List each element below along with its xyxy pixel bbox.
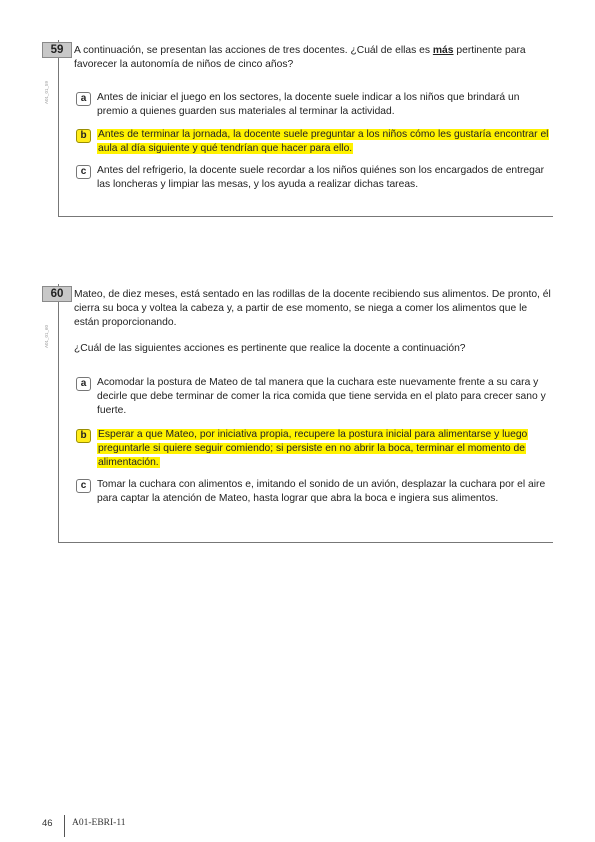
option-text: Antes del refrigerio, la docente suele recordar a los niños quiénes son los encargados de entregar las loncheras y limpiar las mesas, y los ayuda a realizar dichas tareas.	[97, 165, 545, 190]
question-code: A01_01_59	[44, 80, 49, 104]
footer-divider	[64, 815, 65, 837]
question-59	[44, 40, 553, 217]
stem-prompt: ¿Cuál de las siguientes acciones es pertinente que realice la docente a continuación?	[74, 343, 466, 354]
question-60	[44, 284, 553, 543]
option-text: Acomodar la postura de Mateo de tal manera que la cuchara este nuevamente frente a su cara y decirle que debe terminar de comer la rica comida que tiene servida en el plato para crecer sano y fuerte.	[97, 377, 546, 416]
option-text: Tomar la cuchara con alimentos e, imitando el sonido de un avión, desplazar la cuchara por el aire para captar la atención de Mateo, hasta lograr que abra la boca e ingiera sus alimentos.	[97, 479, 546, 504]
question-number: 60	[42, 286, 72, 302]
highlighted-answer-text: Antes de terminar la jornada, la docente suele preguntar a los niños cómo les gustaría encontrar el aula al día siguiente y qué tendrían que hacer para ello.	[98, 129, 549, 154]
option-letter: c	[76, 479, 91, 493]
highlighted-answer-text: Esperar a que Mateo, por iniciativa propia, recupere la postura inicial para alimentarse y luego preguntarle si quiere seguir comiendo; si persiste en no abrir la boca, terminar el momento de alimentación.	[98, 429, 528, 468]
question-code: A01_01_60	[44, 324, 49, 348]
stem-emphasis: más	[432, 45, 454, 56]
question-stem: A continuación, se presentan las acciones de tres docentes. ¿Cuál de ellas es más pertinente para favorecer la autonomía de niños de cinco años?	[74, 45, 526, 70]
option-letter: b	[76, 129, 91, 143]
page-number: 46	[42, 818, 53, 829]
option-text: Antes de iniciar el juego en los sectores, la docente suele indicar a los niños que brindará un premio a quienes guarden sus materiales al terminar la actividad.	[97, 92, 520, 117]
document-code: A01-EBRI-11	[72, 818, 126, 828]
option-letter: c	[76, 165, 91, 179]
option-letter: a	[76, 377, 91, 391]
question-number: 59	[42, 42, 72, 58]
stem-scenario: Mateo, de diez meses, está sentado en las rodillas de la docente recibiendo sus alimentos. De pronto, él cierra su boca y voltea la cabeza y, a partir de ese momento, se niega a comer los alimentos que le están proporcionando.	[74, 289, 551, 328]
question-stem	[74, 288, 552, 356]
option-letter: b	[76, 429, 91, 443]
option-letter: a	[76, 92, 91, 106]
